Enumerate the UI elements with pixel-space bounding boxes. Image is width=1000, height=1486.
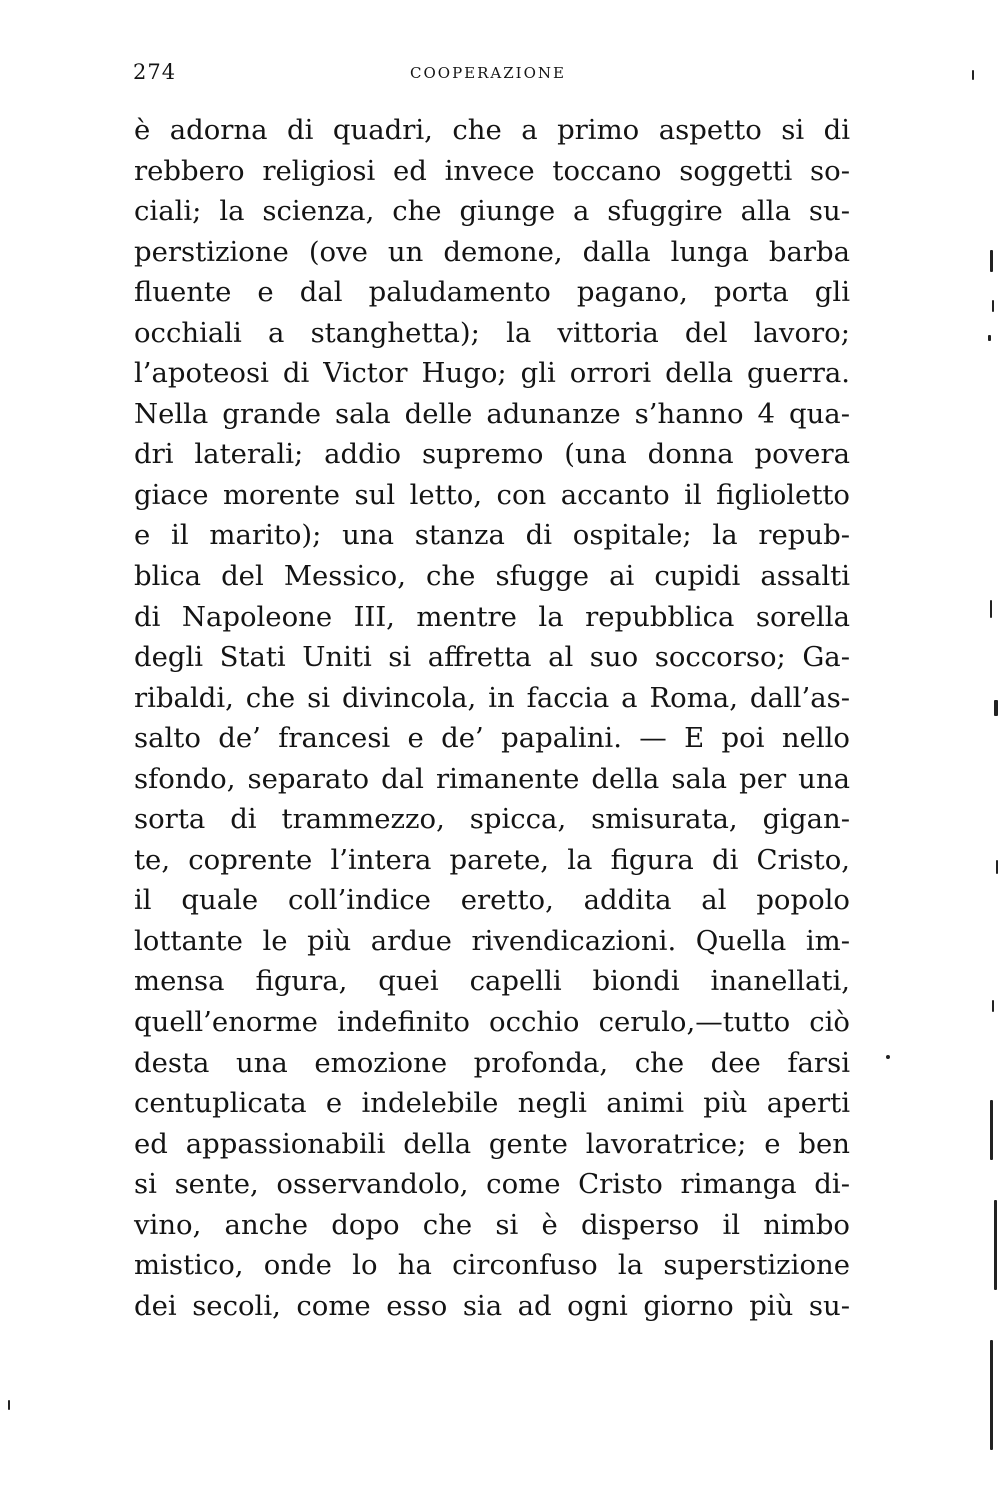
text-line: rebbero religiosi ed invece toccano soggetti so-	[134, 154, 850, 187]
text-line: e il marito); una stanza di ospitale; la repub-	[134, 519, 850, 552]
scan-speck	[996, 860, 998, 874]
text-line: vino, anche dopo che si è disperso il nimbo	[134, 1208, 850, 1241]
text-line: ribaldi, che si divincola, in faccia a Roma, dall’as-	[134, 681, 850, 714]
text-line: fluente e dal paludamento pagano, porta gli	[134, 276, 850, 309]
scan-speck	[990, 250, 993, 272]
text-line: si sente, osservandolo, come Cristo rimanga di-	[134, 1168, 850, 1201]
text-line: quell’enorme indefinito occhio cerulo,—tutto ciò	[134, 1006, 850, 1039]
text-line: te, coprente l’intera parete, la figura di Cristo,	[134, 843, 850, 876]
page-number: 274	[133, 60, 177, 84]
text-line: di Napoleone III, mentre la repubblica sorella	[134, 600, 850, 633]
text-line: blica del Messico, che sfugge ai cupidi assalti	[134, 560, 850, 593]
text-line: il quale coll’indice eretto, addita al popolo	[134, 884, 850, 917]
text-line: centuplicata e indelebile negli animi più aperti	[134, 1087, 850, 1120]
scan-speck	[988, 335, 991, 341]
scan-speck	[994, 1200, 997, 1290]
text-line: giace morente sul letto, con accanto il figlioletto	[134, 478, 850, 511]
text-line: sfondo, separato dal rimanente della sala per una	[134, 762, 850, 795]
text-line: è adorna di quadri, che a primo aspetto si di	[134, 114, 850, 146]
text-line: l’apoteosi di Victor Hugo; gli orrori della guerra.	[134, 357, 850, 390]
scan-speck	[992, 300, 994, 312]
scan-speck	[886, 1055, 890, 1059]
text-line: salto de’ francesi e de’ papalini. — E poi nello	[134, 722, 850, 755]
text-line: desta una emozione profonda, che dee farsi	[134, 1046, 850, 1079]
text-line: occhiali a stanghetta); la vittoria del lavoro;	[134, 316, 850, 349]
scan-speck	[972, 70, 974, 80]
text-line: dri laterali; addio supremo (una donna povera	[134, 438, 850, 471]
scan-speck	[992, 1000, 994, 1012]
body-text	[134, 110, 850, 1326]
text-line: Nella grande sala delle adunanze s’hanno 4 qua-	[134, 397, 850, 430]
text-line: perstizione (ove un demone, dalla lunga barba	[134, 235, 850, 268]
text-line: dei secoli, come esso sia ad ogni giorno più su-	[134, 1289, 850, 1322]
text-line: sorta di trammezzo, spicca, smisurata, gigan-	[134, 803, 850, 836]
text-line: lottante le più ardue rivendicazioni. Quella im-	[134, 924, 850, 957]
scan-speck	[990, 1100, 993, 1160]
scan-speck	[990, 600, 992, 618]
text-line: degli Stati Uniti si affretta al suo soccorso; Ga-	[134, 641, 850, 674]
running-head: COOPERAZIONE	[410, 64, 566, 82]
scan-speck	[990, 1340, 993, 1450]
scan-speck	[994, 700, 998, 716]
scan-speck	[8, 1400, 10, 1410]
text-line: mensa figura, quei capelli biondi inanellati,	[134, 965, 850, 998]
text-line: ed appassionabili della gente lavoratrice; e ben	[134, 1127, 850, 1160]
text-line: ciali; la scienza, che giunge a sfuggire alla su-	[134, 195, 850, 228]
text-line: mistico, onde lo ha circonfuso la superstizione	[134, 1249, 850, 1282]
